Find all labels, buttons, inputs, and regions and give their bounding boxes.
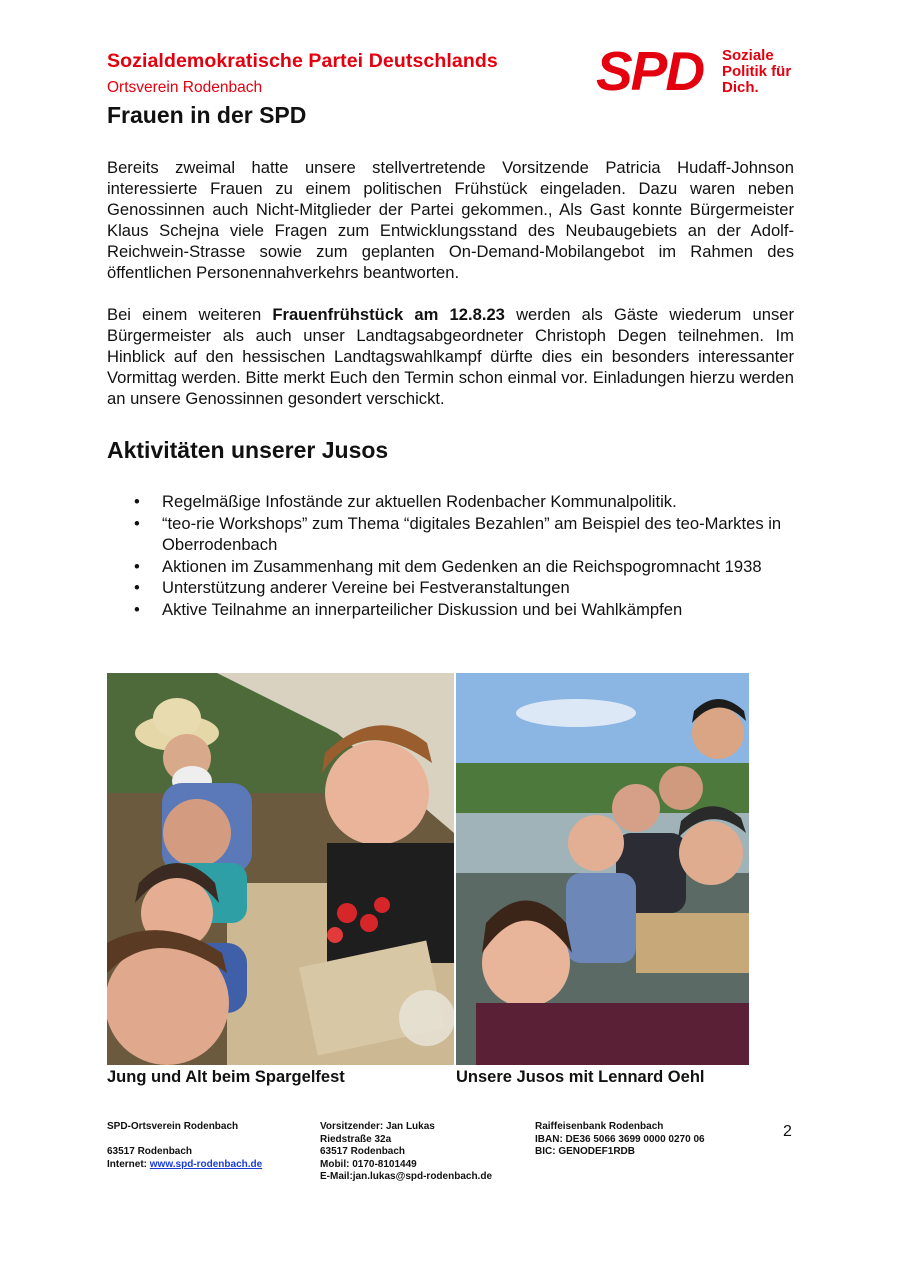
- list-item: [107, 556, 797, 578]
- caption-right: Unsere Jusos mit Lennard Oehl: [456, 1068, 705, 1086]
- logo-wordmark: SPD: [596, 40, 704, 102]
- list-item: [107, 491, 797, 513]
- list-item-text: Unterstützung anderer Vereine bei Festveranstaltungen: [162, 578, 570, 597]
- section-title-jusos: Aktivitäten unserer Jusos: [107, 437, 389, 463]
- footer-line: [107, 1134, 262, 1147]
- list-item: [107, 577, 797, 599]
- footer-line: Raiffeisenbank Rodenbach: [535, 1121, 664, 1132]
- website-link[interactable]: www.spd-rodenbach.de: [149, 1158, 263, 1170]
- slogan-line: Dich.: [722, 79, 759, 96]
- slogan-line: Soziale: [722, 47, 774, 64]
- text-run: werden als Gäste wiederum unser Bürgermeister als auch unser Landtagsabgeordneter Christoph Degen teilnehmen. Im Hinblick auf den hessischen Landtagswahlkampf dürfte dies ein besonders interessanter Vormittag werden. Bitte merkt Euch den Termin schon einmal vor. Einladungen hierzu werden an unsere Genossinnen gesondert verschickt.: [107, 305, 795, 408]
- footer-line: 63517 Rodenbach: [320, 1146, 406, 1157]
- list-item: [107, 513, 797, 556]
- list-item: [107, 599, 797, 621]
- footer-line: Riedstraße 32a: [320, 1133, 392, 1145]
- photo-jusos: [456, 673, 749, 1065]
- list-item-text: “teo-rie Workshops” zum Thema “digitales Bezahlen” am Beispiel des teo-Marktes in Oberrodenbach: [162, 513, 782, 554]
- footer-line: [107, 1159, 262, 1172]
- paragraph-fruehstueck: Bereits zweimal hatte unsere stellvertretende Vorsitzende Patricia Hudaff-Johnson interessierte Frauen zu einem politischen Frühstück eingeladen. Dazu waren neben Genossinnen auch Nicht-Mitglieder der Partei gekommen., Als Gast konnte Bürgermeister Klaus Schejna viele Fragen zum Entwicklungsstand des Neubaugebiets an der Adolf-Reichwein-Strasse sowie zum geplanten On-Demand-Mobilangebot im Rahmen des öffentlichen Personennahverkehrs beantworten.: [107, 158, 794, 282]
- bullet-icon: •: [134, 578, 140, 597]
- text-run: Bei einem weiteren: [107, 305, 273, 324]
- footer-line: SPD-Ortsverein Rodenbach: [107, 1121, 239, 1132]
- footer-line: Vorsitzender: Jan Lukas: [320, 1121, 435, 1132]
- bullet-icon: •: [134, 556, 140, 576]
- spd-logo: [596, 40, 801, 102]
- section-title-frauen: Frauen in der SPD: [107, 102, 307, 128]
- organization-name: Sozialdemokratische Partei Deutschlands: [107, 50, 498, 72]
- footer-line: E-Mail:jan.lukas@spd-rodenbach.de: [320, 1171, 493, 1182]
- bullet-icon: •: [134, 492, 140, 511]
- paragraph-termin: [107, 304, 794, 409]
- photo-spargelfest: [107, 673, 454, 1065]
- caption-left: Jung und Alt beim Spargelfest: [107, 1068, 345, 1086]
- footer-line: IBAN: DE36 5066 3699 0000 0270 06: [535, 1133, 705, 1145]
- footer-address: [107, 1121, 262, 1171]
- jusos-activity-list: [107, 491, 797, 620]
- bullet-icon: •: [134, 513, 140, 533]
- list-item-text: Aktionen im Zusammenhang mit dem Gedenken an die Reichspogromnacht 1938: [162, 556, 762, 576]
- slogan-line: Politik für: [722, 63, 792, 80]
- bullet-icon: •: [134, 599, 140, 619]
- logo-slogan: [722, 48, 791, 96]
- page-number: 2: [783, 1123, 792, 1140]
- highlighted-date: Frauenfrühstück am 12.8.23: [272, 305, 505, 324]
- list-item-text: Regelmäßige Infostände zur aktuellen Rodenbacher Kommunalpolitik.: [162, 492, 677, 511]
- footer-bank: [535, 1121, 705, 1159]
- list-item-text: Aktive Teilnahme an innerparteilicher Diskussion und bei Wahlkämpfen: [162, 599, 683, 619]
- internet-label: Internet:: [107, 1158, 150, 1170]
- footer-chairman: [320, 1121, 492, 1184]
- footer-line: BIC: GENODEF1RDB: [535, 1146, 636, 1157]
- footer-line: 63517 Rodenbach: [107, 1146, 193, 1157]
- local-branch-name: Ortsverein Rodenbach: [107, 79, 263, 96]
- footer-line: Mobil: 0170-8101449: [320, 1158, 417, 1170]
